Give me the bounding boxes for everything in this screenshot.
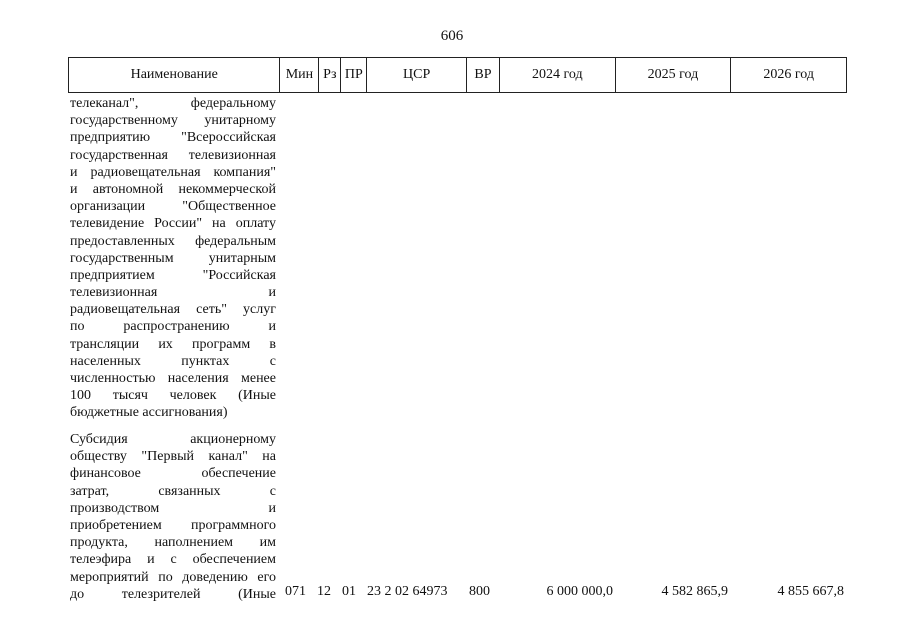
header-2025: 2025 год xyxy=(615,58,731,92)
cell-vr: 800 xyxy=(469,584,490,599)
desc-line: затрат, связанных с xyxy=(70,483,276,499)
desc-line: предоставленных федеральным xyxy=(70,233,276,249)
desc-line: телеканал", федеральному xyxy=(70,96,276,111)
desc-line: бюджетные ассигнования) xyxy=(70,405,228,421)
desc-line: организации "Общественное xyxy=(70,199,276,215)
desc-line: предприятию "Всероссийская xyxy=(70,130,276,146)
desc-line: и автономной некоммерческой xyxy=(70,181,276,197)
desc-line: и радиовещательная компания" xyxy=(70,164,276,180)
header-pr: ПР xyxy=(340,58,366,92)
desc-line: численностью населения менее xyxy=(70,371,276,386)
cell-2024: 6 000 000,0 xyxy=(546,584,613,599)
desc-line: 100 тысяч человек (Иные xyxy=(70,388,276,404)
header-min: Мин xyxy=(279,58,318,92)
row-2-description xyxy=(70,431,276,603)
desc-line: обществу "Первый канал" на xyxy=(70,449,276,465)
header-name: Наименование xyxy=(130,67,218,82)
cell-2025: 4 582 865,9 xyxy=(661,584,728,599)
cell-rz: 12 xyxy=(317,584,331,599)
desc-line: радиовещательная сеть" услуг xyxy=(70,302,276,318)
table-header xyxy=(68,57,847,93)
page-number: 606 xyxy=(440,28,464,44)
header-rz: Рз xyxy=(318,58,340,92)
desc-line: финансовое обеспечение xyxy=(70,466,276,482)
header-vr: ВР xyxy=(466,58,499,92)
desc-line: государственным унитарным xyxy=(70,250,276,266)
desc-line: мероприятий по доведению его xyxy=(70,569,276,585)
header-csr: ЦСР xyxy=(366,58,466,92)
desc-line: предприятием "Российская xyxy=(70,267,276,283)
desc-line: до телезрителей (Иные xyxy=(70,586,276,602)
desc-line: телевидение России" на оплату xyxy=(70,216,276,232)
cell-min: 071 xyxy=(285,584,306,599)
desc-line: по распространению и xyxy=(70,319,276,335)
desc-line: телеэфира и с обеспечением xyxy=(70,552,276,568)
cell-csr: 23 2 02 64973 xyxy=(367,584,448,599)
desc-line: Субсидия акционерному xyxy=(70,432,276,447)
cell-2026: 4 855 667,8 xyxy=(777,584,844,599)
desc-line: трансляции их программ в xyxy=(70,336,276,352)
header-2026: 2026 год xyxy=(730,58,846,92)
row-1-description xyxy=(70,95,276,422)
desc-line: продукта, наполнением им xyxy=(70,535,276,551)
desc-line: телевизионная и xyxy=(70,285,276,301)
desc-line: государственная телевизионная xyxy=(70,147,276,163)
desc-line: населенных пунктах с xyxy=(70,353,276,369)
header-2024: 2024 год xyxy=(499,58,615,92)
desc-line: государственному унитарному xyxy=(70,113,276,129)
desc-line: производством и xyxy=(70,500,276,516)
cell-pr: 01 xyxy=(342,584,356,599)
desc-line: приобретением программного xyxy=(70,517,276,533)
